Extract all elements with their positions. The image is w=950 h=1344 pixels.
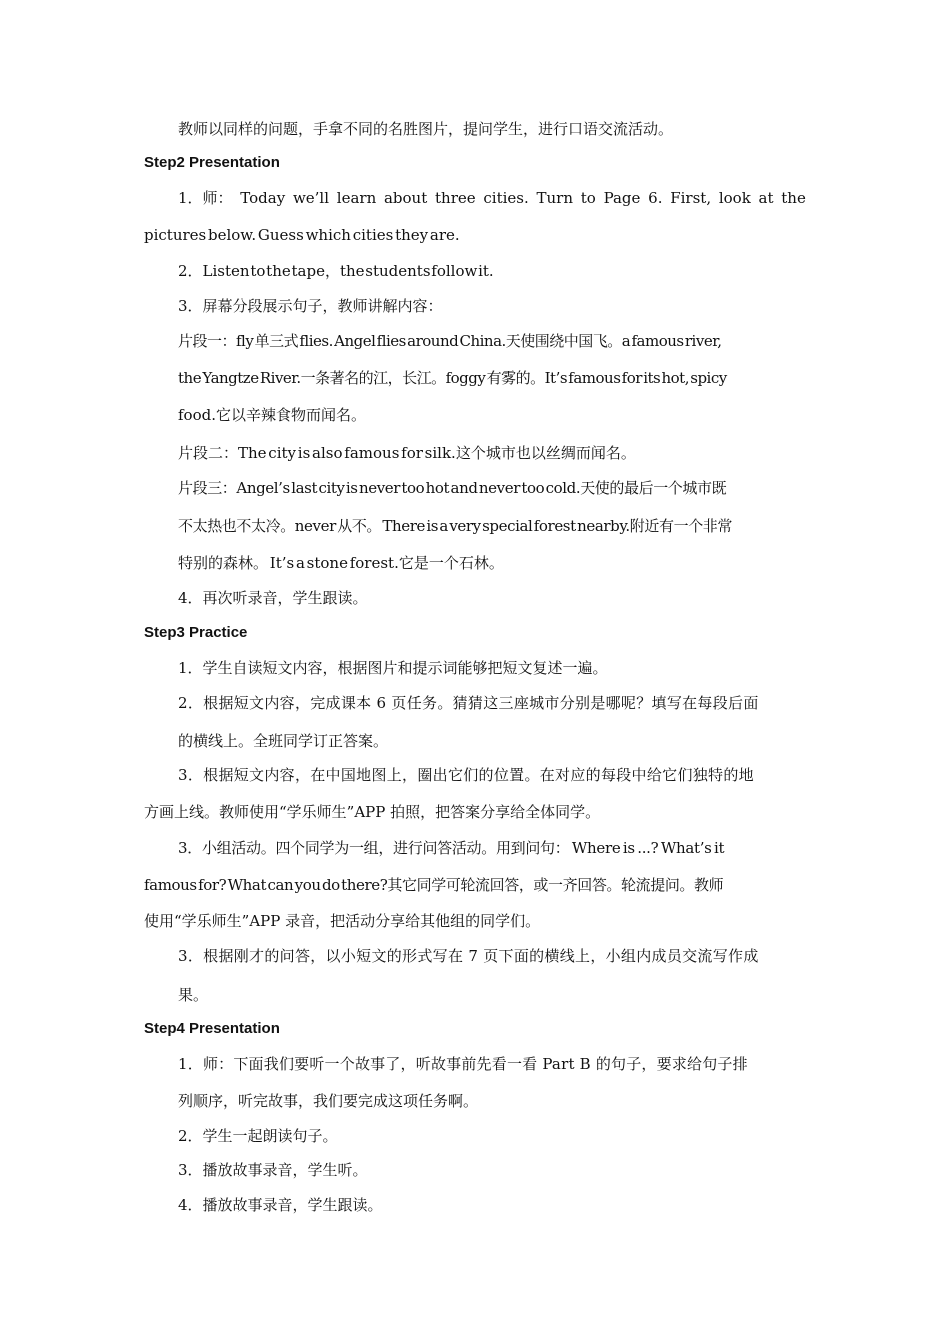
step3-item5-line1: 3．根据刚才的问答，以小短文的形式写在 7 页下面的横线上，小组内成员交流写作成 xyxy=(178,947,759,965)
intro-paragraph: 教师以同样的问题，手拿不同的名胜图片，提问学生，进行口语交流活动。 xyxy=(178,120,674,138)
word: three xyxy=(435,189,476,207)
step4-item2: 2．学生一起朗读句子。 xyxy=(178,1127,338,1145)
step3-item5-line2: 果。 xyxy=(178,986,209,1004)
step3-item3-line2: 方画上线。教师使用“学乐师生”APP 拍照，把答案分享给全体同学。 xyxy=(144,803,601,821)
step3-item4-line2: famous for? What can you do there?其它同学可轮流回答，或一齐回答。轮流提问。教师 xyxy=(144,876,724,894)
step2-heading: Step2 Presentation xyxy=(144,154,280,171)
step4-item1-line2: 列顺序，听完故事，我们要完成这项任务啊。 xyxy=(178,1092,479,1110)
step2-item1-line2: pictures below. Guess which cities they are. xyxy=(144,226,460,244)
step4-item4: 4．播放故事录音，学生跟读。 xyxy=(178,1196,383,1214)
word: look xyxy=(718,189,751,207)
step4-item3: 3．播放故事录音，学生听。 xyxy=(178,1161,368,1179)
step3-item4-line1: 3．小组活动。四个同学为一组，进行问答活动。用到问句： Where is ...? What’s it xyxy=(178,839,725,857)
word: Page xyxy=(603,189,641,207)
word: the xyxy=(781,189,806,207)
word: about xyxy=(383,189,428,207)
segment1-line2: the Yangtze River.一条著名的江，长江。foggy 有雾的。It’s famous for its hot, spicy xyxy=(178,369,727,387)
word: Turn xyxy=(536,189,573,207)
step4-item1-line1: 1．师：下面我们要听一个故事了，听故事前先看一看 Part B 的句子，要求给句子排 xyxy=(178,1055,748,1073)
segment3-line1: 片段三：Angel’s last city is never too hot and never too cold.天使的最后一个城市既 xyxy=(178,479,727,497)
step3-item1: 1．学生自读短文内容，根据图片和提示词能够把短文复述一遍。 xyxy=(178,659,608,677)
segment3-line2: 不太热也不太冷。never 从不。 There is a very special forest nearby.附近有一个非常 xyxy=(178,517,733,535)
step2-item1-line1 xyxy=(178,188,806,208)
word: we’ll xyxy=(292,189,330,207)
segment1-line1: 片段一：fly 单三式 flies. Angel flies around China.天使围绕中国飞。a famous river, xyxy=(178,332,722,350)
segment1-line3: food.它以辛辣食物而闻名。 xyxy=(178,406,366,424)
step3-item4-line3: 使用“学乐师生”APP 录音，把活动分享给其他组的同学们。 xyxy=(144,912,541,930)
word: 1．师： xyxy=(178,189,233,207)
step3-heading: Step3 Practice xyxy=(144,624,248,641)
word: 6. xyxy=(648,189,663,207)
step3-item2-line2: 的横线上。全班同学订正答案。 xyxy=(178,732,389,750)
step2-item3: 3．屏幕分段展示句子，教师讲解内容： xyxy=(178,297,443,315)
word: First, xyxy=(670,189,712,207)
segment2: 片段二：The city is also famous for silk.这个城市也以丝绸而闻名。 xyxy=(178,444,636,462)
word: cities. xyxy=(483,189,529,207)
segment3-line3: 特别的森林。 It’s a stone forest.它是一个石林。 xyxy=(178,554,504,572)
word: to xyxy=(580,189,596,207)
word: at xyxy=(758,189,774,207)
step2-item2: 2．Listen to the tape，the students follow it. xyxy=(178,262,494,280)
step2-item4: 4．再次听录音，学生跟读。 xyxy=(178,589,368,607)
step3-item2-line1: 2．根据短文内容，完成课本 6 页任务。猜猜这三座城市分别是哪呢？填写在每段后面 xyxy=(178,694,759,712)
word: learn xyxy=(336,189,377,207)
word: Today xyxy=(240,189,286,207)
step3-item3-line1: 3．根据短文内容，在中国地图上，圈出它们的位置。在对应的每段中给它们独特的地 xyxy=(178,766,754,784)
step4-heading: Step4 Presentation xyxy=(144,1020,280,1037)
